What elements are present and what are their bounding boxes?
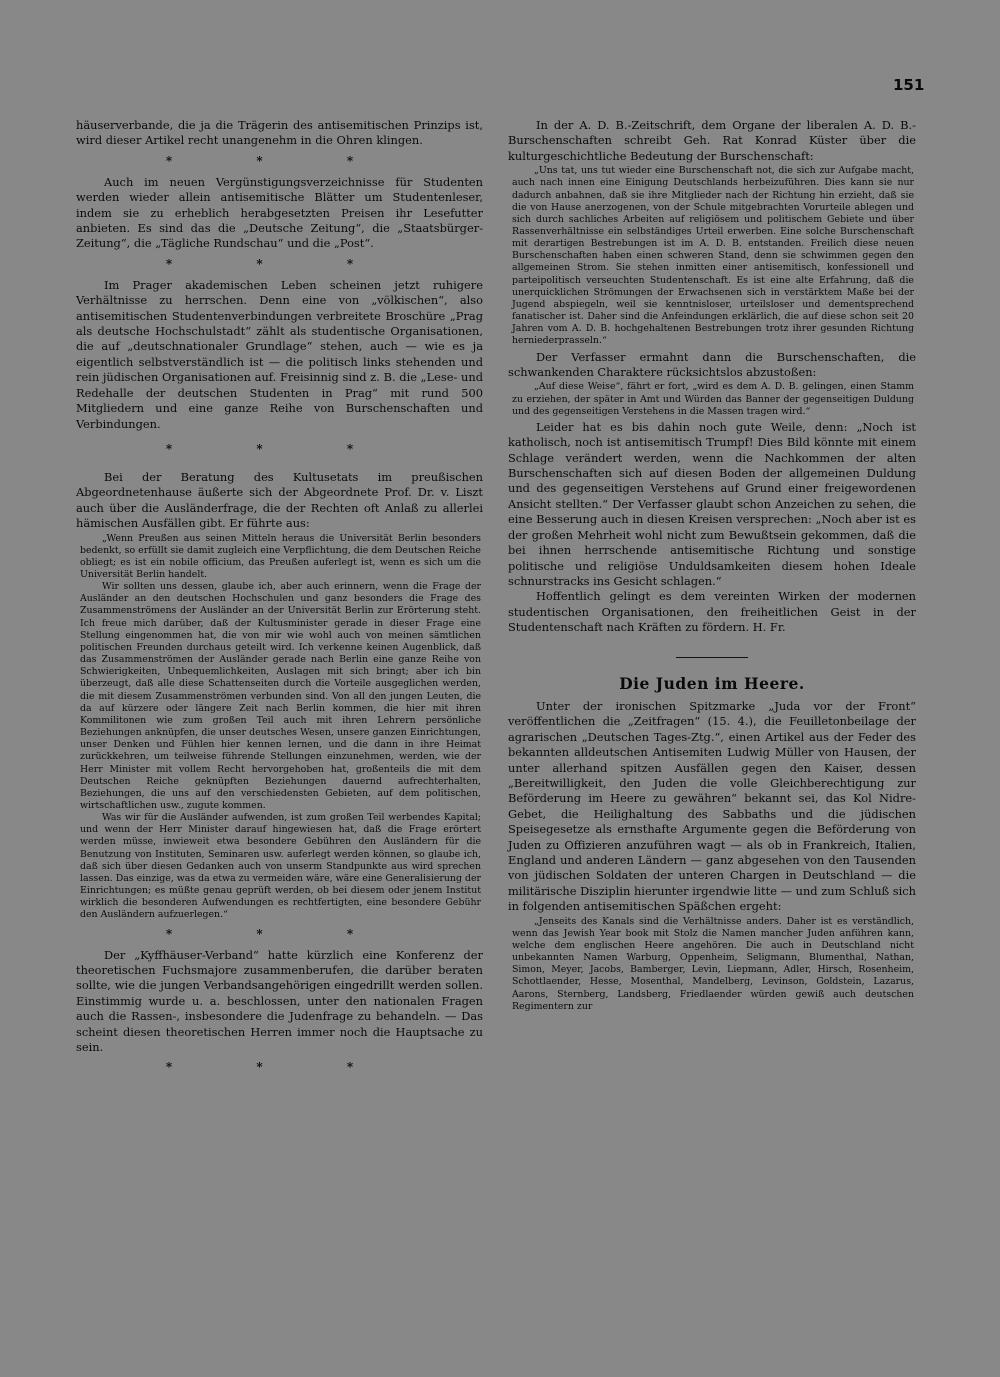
right-paragraph-4-text: Hoffentlich gelingt es dem vereinten Wirken der modernen studentischen Organisationen, den freiheitlichen Geist in der Studentenschaft nach Kräften zu fördern. [508, 589, 916, 635]
right-quote-block-1 [508, 165, 916, 347]
right-quote-block-2 [508, 381, 916, 417]
section-separator-5: * * * [165, 1060, 394, 1075]
right-quote-paragraph-1: „Uns tat, uns tut wieder eine Burschenschaft not, die sich zur Aufgabe macht, auch nach innen eine Einigung Deutschlands herbeizuführen. Dies kann sie nur dadurch anbahnen, daß sie ihre Mitglieder nach der Richtung hin erzieht, daß sie die von Hause anerzogenen, von der Schule mitgebrachten Vorurteile ablegen und sich durch sachliches Arbeiten auf religiösem und politischem Gebiete und über Rassenverhältnisse ein selbständiges Urteil erwerben. Eine solche Burschenschaft mit derartigen Bestrebungen ist im A. D. B. entstanden. Freilich diese neuen Burschenschaften haben einen schweren Stand, denn sie schwimmen gegen den allgemeinen Strom. Sie stehen inmitten einer antisemitisch, konfessionell und parteipolitisch verseuchten Studentenschaft. Es ist eine alte Erfahrung, daß die unerquicklichen Strömungen der Erwachsenen sich in verstärktem Maße bei der Jugend abspiegeln, weil sie kenntnisloser, urteilsloser und dementsprechend fanatischer ist. Daher sind die Anfeindungen erklärlich, die auf diese schon seit 20 Jahren vom A. D. B. hochgehaltenen Bestrebungen trotz ihrer gesunden Richtung herniederprasseln.“ [512, 165, 914, 347]
right-paragraph-5: Unter der ironischen Spitzmarke „Juda vor der Front“ veröffentlichen die „Zeitfragen“ (15. 4.), die Feuilletonbeilage der agrarischen „Deutschen Tages-Ztg.“, einen Artikel aus der Feder des bekannten alldeutschen Antisemiten Ludwig Müller von Hausen, der unter allerhand spitzen Ausfällen gegen den Kaiser, dessen „Bereitwilligkeit, den Juden die volle Gleichberechtigung zur Beförderung im Heere zu gewähren“ bekannt sei, das Kol Nidre-Gebet, die Heilighaltung des Sabbaths und die jüdischen Speisegesetze als ernsthafte Argumente gegen die Beförderung von Juden zu Offizieren anzuführen wagt — als ob in Frankreich, Italien, England und anderen Ländern — ganz abgesehen von den Tausenden von jüdischen Soldaten der unteren Chargen in Deutschland — die militärische Disziplin hierunter irgendwie litte — und zum Schluß sich in folgenden antisemitischen Späßchen ergeht: [508, 698, 916, 914]
left-quote-paragraph-3: Was wir für die Ausländer aufwenden, ist zum großen Teil werbendes Kapital; und wenn der Herr Minister darauf hingewiesen hat, daß die Frage erörtert werden müsse, inwieweit etwa besondere Gebühren den Ausländern für die Benutzung von Instituten, Seminaren usw. auferlegt werden können, so glaube ich, daß sich über diesen Gedanken auch von unserm Standpunkte aus wird sprechen lassen. Das einzige, was da etwa zu vermeiden wäre, wäre eine Generalisierung der Einrichtungen; es müßte genau geprüft werden, ob bei diesem oder jenem Institut wirklich die besonderen Aufwendungen es rechtfertigten, eine besondere Gebühr den Ausländern aufzuerlegen.“ [80, 812, 481, 921]
section-divider-line [676, 657, 748, 658]
left-quote-block [76, 533, 483, 922]
section-separator-2: * * * [165, 256, 394, 271]
left-paragraph-4: Bei der Beratung des Kultusetats im preußischen Abgeordnetenhause äußerte sich der Abgeordnete Prof. Dr. v. Liszt auch über die Ausländerfrage, die der Rechten oft Anlaß zu allerlei hämischen Ausfällen gibt. Er führte aus: [76, 469, 483, 531]
right-quote-paragraph-2: „Auf diese Weise“, fährt er fort, „wird es dem A. D. B. gelingen, einen Stamm zu erziehen, der später in Amt und Würden das Banner der gegenseitigen Duldung und des gegenseitigen Verstehens in die Massen tragen wird.“ [512, 381, 914, 417]
left-paragraph-1: häuserverbande, die ja die Trägerin des antisemitischen Prinzips ist, wird dieser Artikel recht unangenehm in die Ohren klingen. [76, 118, 483, 148]
author-signature: H. Fr. [752, 620, 786, 635]
section-separator-1: * * * [165, 153, 394, 168]
page-number: 151 [893, 76, 925, 94]
right-quote-paragraph-3: „Jenseits des Kanals sind die Verhältnisse anders. Daher ist es verständlich, wenn das Jewish Year book mit Stolz die Namen mancher Juden anführen kann, welche dem englischen Heere angehören. Die auch in Deutschland nicht unbekannten Namen Warburg, Oppenheim, Seligmann, Blumenthal, Nathan, Simon, Meyer, Jacobs, Bamberger, Levin, Liepmann, Adler, Hirsch, Rosenheim, Schottlaender, Hesse, Mosenthal, Mandelberg, Levinson, Goldstein, Lazarus, Aarons, Sternberg, Landsberg, Friedlaender würden gewiß auch deutschen Regimentern zur [512, 915, 914, 1012]
right-paragraph-3: Leider hat es bis dahin noch gute Weile, denn: „Noch ist katholisch, noch ist antisemitisch Trumpf! Dies Bild könnte mit einem Schlage verändert werden, wenn die Nachkommen der alten Burschenschaften sich auf diesen Boden der allgemeinen Duldung und des gegenseitigen Verstehens auf Grund einer freigewordenen Ansicht stellten.“ Der Verfasser glaubt schon Anzeichen zu sehen, die eine Besserung auch in diesen Kreisen versprechen: „Noch aber ist es der großen Mehrheit wohl nicht zum Bewußtsein gekommen, daß die bei ihnen herrschende antisemitische Richtung und sonstige politische und religiöse Unduldsamkeiten diesem hohen Ideale schnurstracks ins Gesicht schlagen.“ [508, 419, 916, 588]
left-paragraph-2: Auch im neuen Vergünstigungsverzeichnisse für Studenten werden wieder allein antisemitische Blätter um Studentenleser, indem sie zu erheblich herabgesetzten Preisen ihr Lesefutter anbieten. Es sind das die „Deutsche Zeitung“, die „Staatsbürger-Zeitung“, die „Tägliche Rundschau“ und die „Post“. [76, 174, 483, 251]
left-quote-paragraph-1: „Wenn Preußen aus seinen Mitteln heraus die Universität Berlin besonders bedenkt, so erfüllt sie damit zugleich eine Verpflichtung, die dem Deutschen Reiche obliegt; es ist ein nobile officium, das Preußen auferlegt ist, wenn es sich um die Universität Berlin handelt. [80, 532, 481, 580]
right-paragraph-2: Der Verfasser ermahnt dann die Burschenschaften, die schwankenden Charaktere rücksichtslos abzustoßen: [508, 349, 916, 379]
right-paragraph-1: In der A. D. B.-Zeitschrift, dem Organe der liberalen A. D. B.-Burschenschaften schreibt Geh. Rat Konrad Küster über die kulturgeschichtliche Bedeutung der Burschenschaft: [508, 118, 916, 163]
section-separator-4: * * * [165, 926, 394, 941]
left-paragraph-5: Der „Kyffhäuser-Verband“ hatte kürzlich eine Konferenz der theoretischen Fuchsmajore zusammenberufen, die darüber beraten sollte, wie die jungen Verbandsangehörigen eingedrillt werden sollen. Einstimmig wurde u. a. beschlossen, unter den nationalen Fragen auch die Rassen-, insbesondere die Judenfrage zu behandeln. — Das scheint diesen theoretischen Herren immer noch die Hauptsache zu sein. [76, 947, 483, 1054]
left-paragraph-3: Im Prager akademischen Leben scheinen jetzt ruhigere Verhältnisse zu herrschen. Denn eine von „völkischen“, also antisemitischen Studentenverbindungen verbreitete Broschüre „Prag als deutsche Hochschulstadt“ zählt als studentische Organisationen, die auf „deutschnationaler Grundlage“ stehen, auch — wie es ja eigentlich selbstverständlich ist — die politisch links stehenden und rein jüdischen Organisationen auf. Freisinnig sind z. B. die „Lese- und Redehalle der deutschen Studenten in Prag“ mit rund 500 Mitgliedern und eine ganze Reihe von Burschenschaften und Verbindungen. [76, 277, 483, 431]
right-quote-block-3 [508, 916, 916, 1013]
section-separator-3: * * * [165, 441, 394, 456]
left-quote-paragraph-2: Wir sollten uns dessen, glaube ich, aber auch erinnern, wenn die Frage der Ausländer an den deutschen Hochschulen und ganz besonders die Frage des Zusammenströmens der Ausländer an der Universität Berlin zur Erörterung steht. Ich freue mich darüber, daß der Kultusminister gerade in dieser Frage eine Stellung eingenommen hat, die von mir wie wohl auch von meinen sämtlichen politischen Freunden durchaus geteilt wird. Ich verkenne keinen Augenblick, daß das Zusammenströmen der Ausländer gerade nach Berlin eine ganze Reihe von Schwierigkeiten, Unbequemlichkeiten, Auslagen mit sich bringt; aber ich bin überzeugt, daß alle diese Schattenseiten durch die Vorteile ausgeglichen werden, die mit diesem Zusammenströmen verbunden sind. Von all den jungen Leuten, die da auf kürzere oder längere Zeit nach Berlin kommen, die hier mit ihren Kommilitonen wie zum großen Teil auch mit ihren Lehrern persönliche Beziehungen anknüpfen, die unser deutsches Wesen, unsere ganzen Einrichtungen, unser Denken und Fühlen hier kennen lernen, und die dann in ihre Heimat zurückkehren, um teilweise führende Stellungen einzunehmen, werden, wie der Herr Minister mit vollem Recht hervorgehoben hat, großenteils die mit dem Deutschen Reiche geknüpften Beziehungen dauernd aufrechterhalten, Beziehungen, die uns auf den verschiedensten Gebieten, auf dem politischen, wirtschaftlichen usw., zugute kommen. [80, 581, 481, 811]
left-column [76, 118, 483, 1081]
article-heading: Die Juden im Heere. [619, 673, 805, 693]
right-paragraph-4 [508, 589, 916, 635]
right-column [508, 118, 916, 1015]
